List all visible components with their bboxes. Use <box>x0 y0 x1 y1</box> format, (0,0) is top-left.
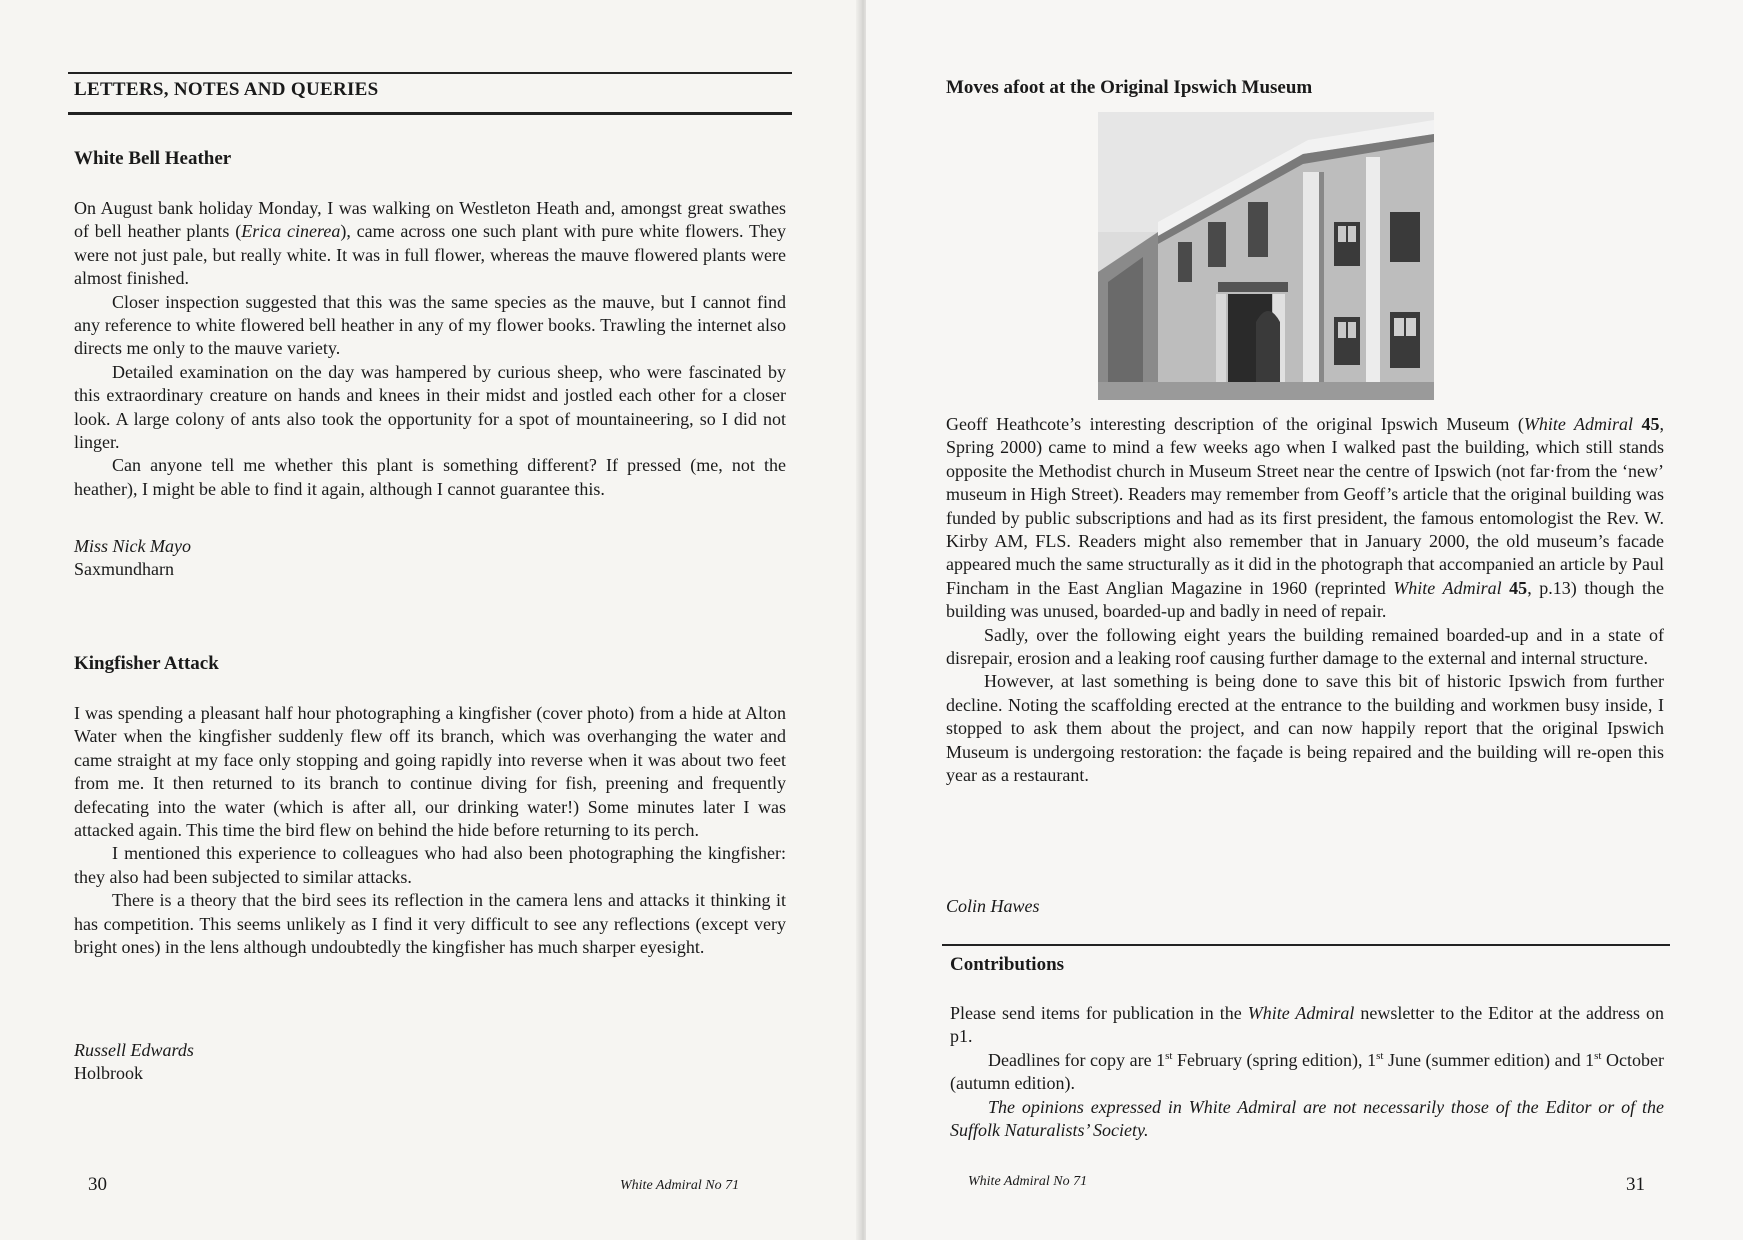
page-number: 30 <box>88 1174 107 1195</box>
page-footer: White Admiral No 71 <box>968 1174 1088 1189</box>
page-number: 31 <box>1626 1174 1645 1195</box>
author-name: Miss Nick Mayo <box>74 536 191 556</box>
signature-kingfisher <box>74 1039 194 1086</box>
article-title-museum: Moves afoot at the Original Ipswich Museum <box>946 77 1313 98</box>
author-place: Saxmundharn <box>74 559 174 580</box>
author-name: Colin Hawes <box>946 896 1040 916</box>
article-body-museum: Geoff Heathcote’s interesting description of the original Ipswich Museum (White Admiral 45, Spring 2000) came to mind a few weeks ago when I walked past the building, which still stands opposite the Methodist church in Museum Street near the centre of Ipswich (not far·from the ‘new’ museum in High Street). Readers may remember from Geoff’s article that the original building was funded by public subscriptions and had as its first president, the famous entomologist the Rev. W. Kirby AM, FLS. Readers might also remember that in January 2000, the old museum’s facade appeared much the same structurally as it did in the photograph that accompanied an article by Paul Fincham in the East Anglian Magazine in 1960 (reprinted White Admiral 45, p.13) though the building was unused, boarded-up and badly in need of repair. Sadly, over the following eight years the building remained boarded-up and in a state of disrepair, erosion and a leaking roof causing further damage to the external and internal structure. However, at last something is being done to save this bit of historic Ipswich from further decline. Noting the scaffolding erected at the entrance to the building and workmen busy inside, I stopped to ask them about the project, and can now happily report that the original Ipswich Museum is undergoing restoration: the façade is being repaired and the building will re-open this year as a restaurant. <box>946 414 1665 786</box>
header-rule-top <box>68 72 792 74</box>
section-title: LETTERS, NOTES AND QUERIES <box>74 79 379 100</box>
article-body-bell-heather: On August bank holiday Monday, I was walking on Westleton Heath and, amongst great swathes of bell heather plants (Erica cinerea), came across one such plant with pure white flowers. They were not just pale, but really white. It was in full flower, whereas the mauve flowered plants were almost finished. Closer inspection suggested that this was the same species as the mauve, but I cannot find any reference to white flowered bell heather in any of my flower books. Trawling the internet also directs me only to the mauve variety. Detailed examination on the day was hampered by curious sheep, who were fascinated by this extraordinary creature on hands and knees in their midst and jostled each other for a closer look. A large colony of ants also took the opportunity for a spot of mountaineering, so I did not linger. Can anyone tell me whether this plant is something different? If pressed (me, not the heather), I might be able to find it again, although I cannot guarantee this. <box>74 198 786 499</box>
building-image <box>1098 112 1434 400</box>
left-page <box>0 0 862 1240</box>
contributions-rule <box>942 944 1670 946</box>
museum-photo <box>1098 112 1434 400</box>
signature-museum <box>946 895 1040 918</box>
article-body-kingfisher: I was spending a pleasant half hour photographing a kingfisher (cover photo) from a hide at Alton Water when the kingfisher suddenly flew off its branch, which was overhanging the water and came straight at my face only stopping and going rapidly into reverse when it was about two feet from me. It then returned to its branch to continue diving for fish, preening and frequently defecating into the water (which is after all, our drinking water!) Some minutes later I was attacked again. This time the bird flew on behind the hide before returning to its perch. I mentioned this experience to colleagues who had also been photographing the kingfisher: they also had been subjected to similar attacks. There is a theory that the bird sees its reflection in the camera lens and attacks it thinking it has competition. This seems unlikely as I find it very difficult to see any reflections (except very bright ones) in the lens although undoubtedly the kingfisher has much sharper eyesight. <box>74 703 786 958</box>
author-name: Russell Edwards <box>74 1040 194 1060</box>
signature-bell-heather <box>74 535 191 582</box>
contributions-body: Please send items for publication in the White Admiral newsletter to the Editor at the address on p1. Deadlines for copy are 1st February (spring edition), 1st June (summer edition) and 1st October (autumn edition). The opinions expressed in White Admiral are not necessarily those of the Editor or of the Suffolk Naturalists’ Society. <box>950 1003 1665 1141</box>
article-title-kingfisher: Kingfisher Attack <box>74 653 219 674</box>
header-rule-bottom <box>68 112 792 115</box>
article-title-bell-heather: White Bell Heather <box>74 148 232 169</box>
page-footer: White Admiral No 71 <box>620 1178 740 1193</box>
contributions-title: Contributions <box>950 954 1065 975</box>
right-page <box>866 0 1743 1240</box>
author-place: Holbrook <box>74 1063 143 1084</box>
